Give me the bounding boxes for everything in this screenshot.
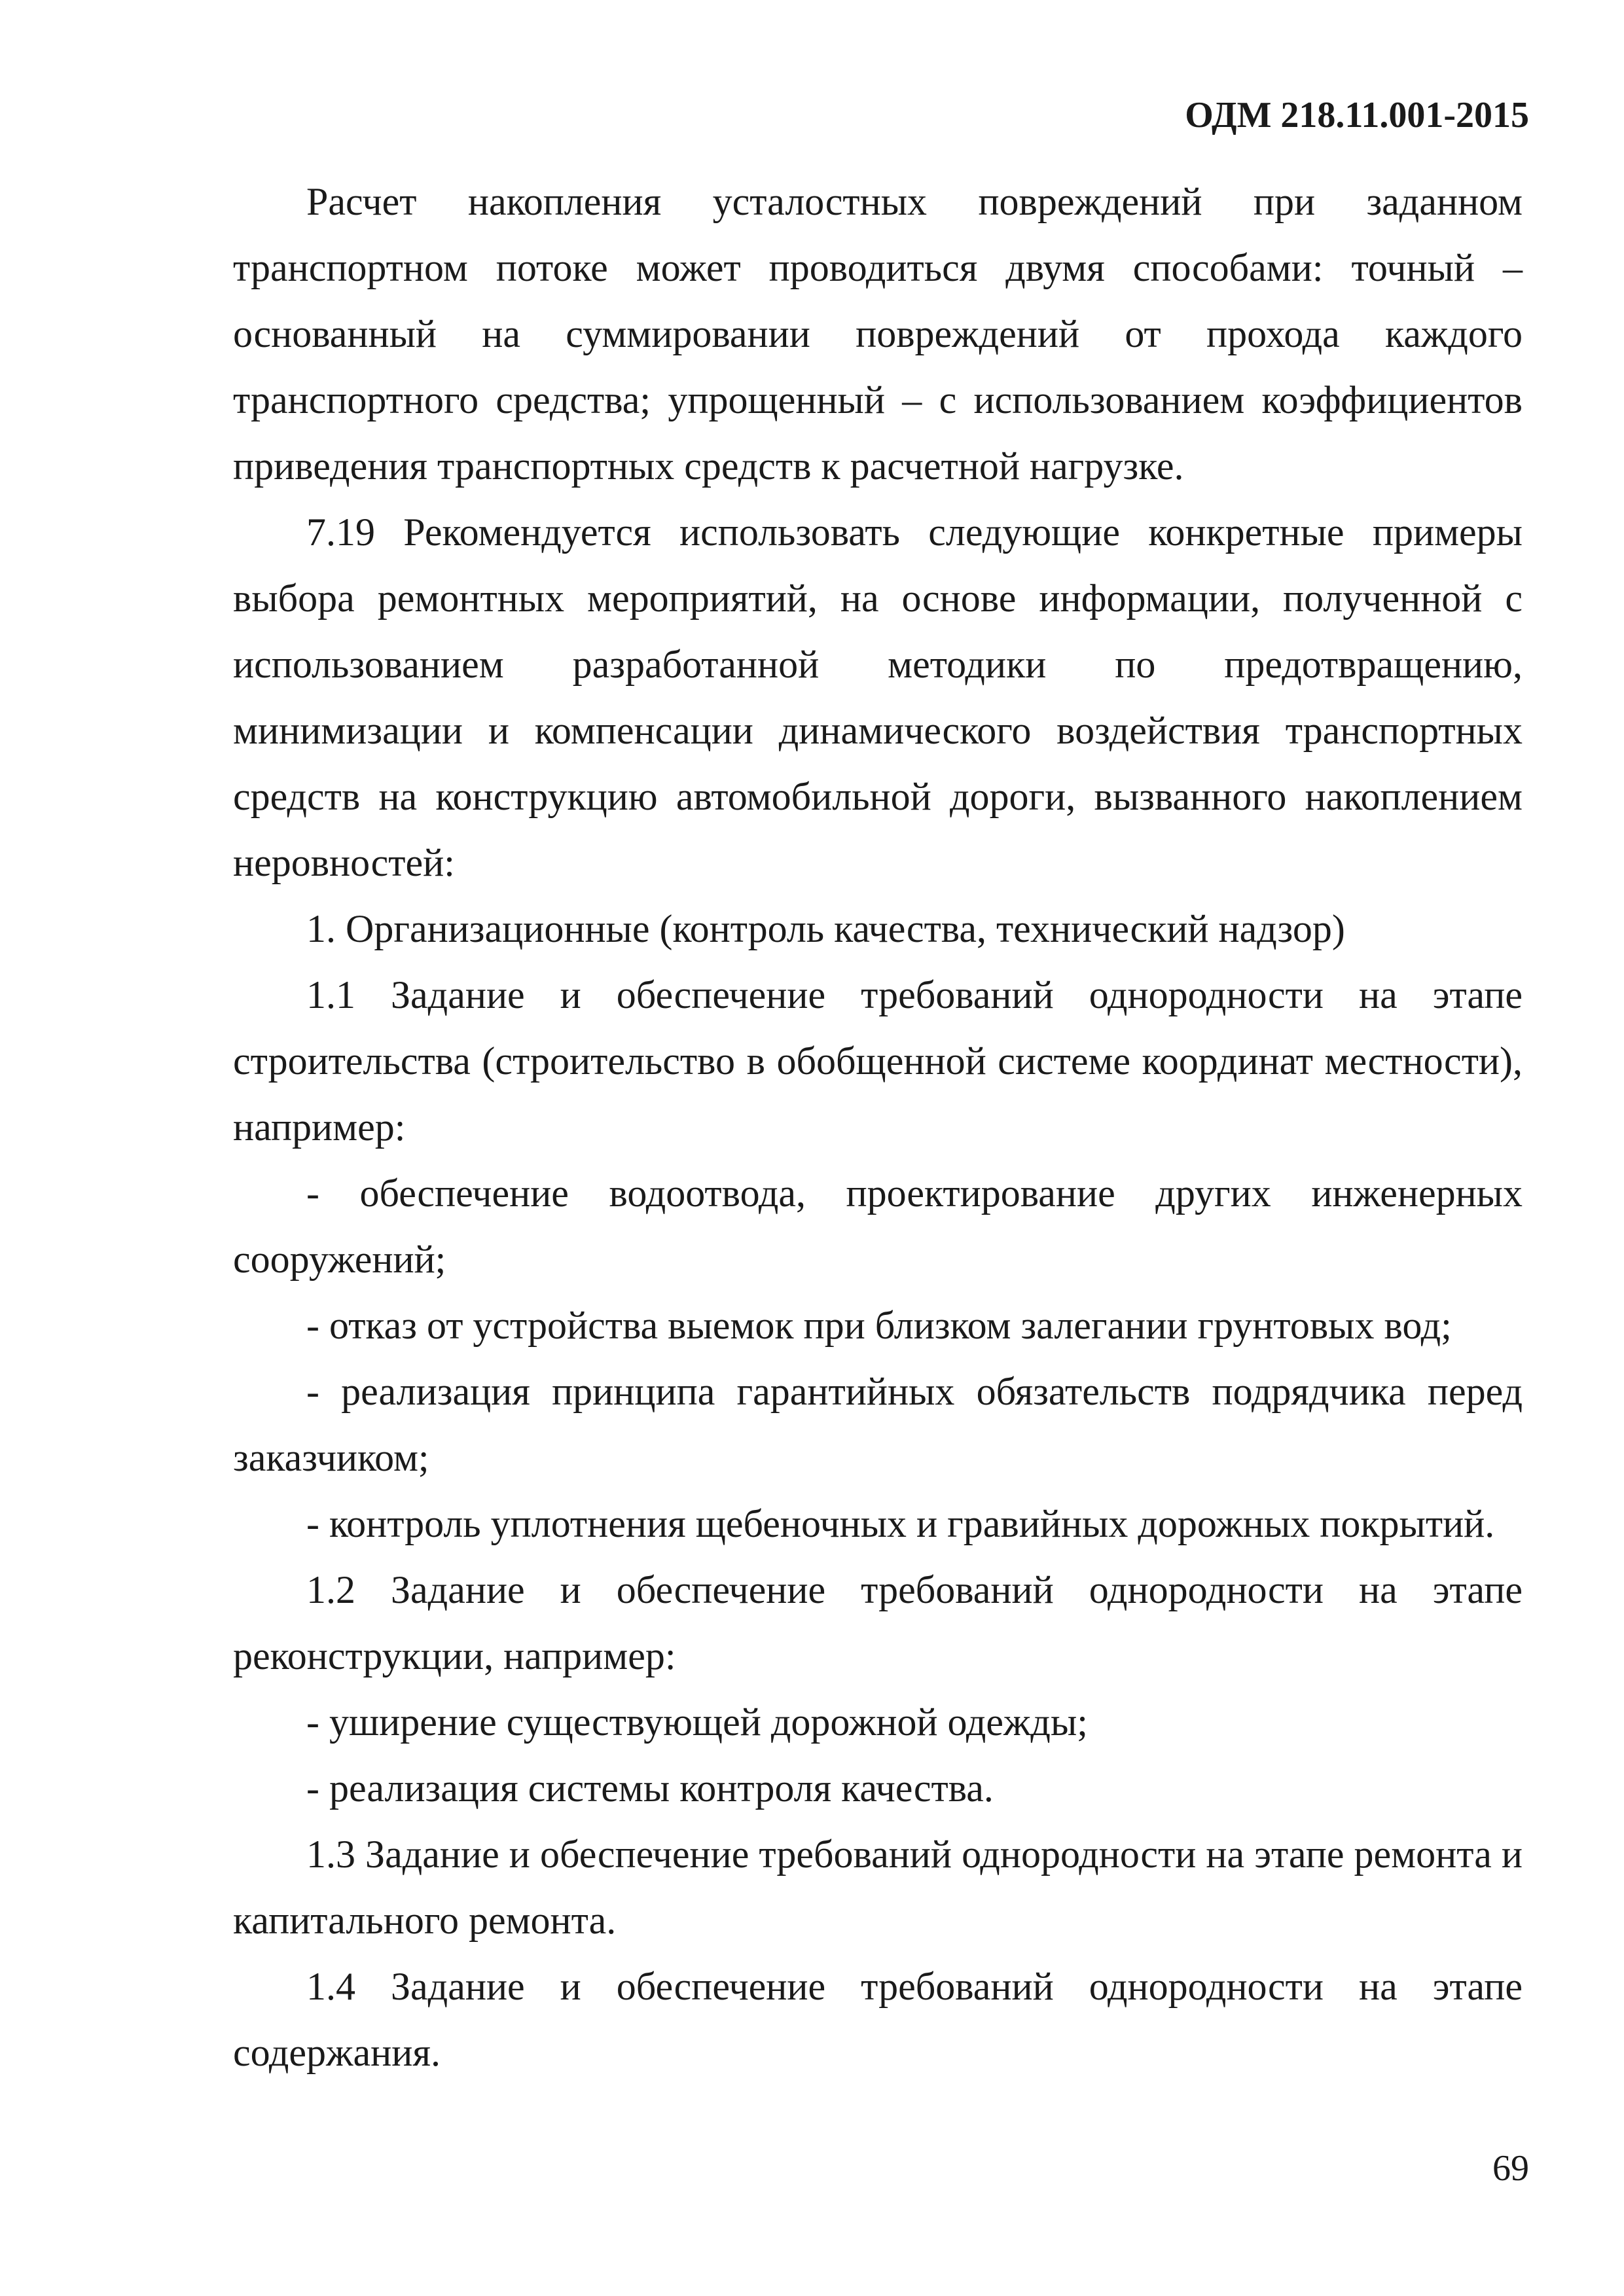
paragraph-1-4: 1.4 Задание и обеспечение требований однородности на этапе содержания. xyxy=(233,1965,1523,2074)
paragraph-1-2: 1.2 Задание и обеспечение требований однородности на этапе реконструкции, например: xyxy=(233,1568,1523,1677)
list-item-compaction: - контроль уплотнения щебеночных и гравийных дорожных покрытий. xyxy=(306,1502,1495,1545)
list-item-warranty: - реализация принципа гарантийных обязательств подрядчика перед заказчиком; xyxy=(233,1370,1523,1479)
paragraph-1-1: 1.1 Задание и обеспечение требований однородности на этапе строительства (строительство в обобщенной системе координат местности), например: xyxy=(233,973,1523,1149)
list-item-drainage: - обеспечение водоотвода, проектирование других инженерных сооружений; xyxy=(233,1172,1523,1281)
list-item-cuttings: - отказ от устройства выемок при близком залегании грунтовых вод; xyxy=(306,1304,1452,1347)
paragraph-7-19: 7.19 Рекомендуется использовать следующие конкретные примеры выбора ремонтных мероприятий, на основе информации, полученной с использованием разработанной методики по предотвращению, минимизации и компенсации динамического воздействия транспортных средств на конструкцию автомобильной дороги, вызванного накоплением неровностей: xyxy=(233,511,1523,884)
page-number: 69 xyxy=(1492,2148,1529,2189)
paragraph-1-3: 1.3 Задание и обеспечение требований однородности на этапе ремонта и капитального ремонта. xyxy=(233,1833,1523,1942)
document-code-header: ОДМ 218.11.001-2015 xyxy=(1185,95,1529,135)
list-item-quality-control: - реализация системы контроля качества. xyxy=(306,1767,994,1810)
paragraph-organizational: 1. Организационные (контроль качества, технический надзор) xyxy=(306,907,1345,950)
paragraph-fatigue-calculation: Расчет накопления усталостных повреждений при заданном транспортном потоке может проводиться двумя способами: точный – основанный на суммировании повреждений от прохода каждого транспортного средства; упрощенный – с использованием коэффициентов приведения транспортных средств к расчетной нагрузке. xyxy=(233,180,1523,488)
list-item-widening: - уширение существующей дорожной одежды; xyxy=(306,1700,1088,1744)
document-body xyxy=(233,169,1523,2086)
